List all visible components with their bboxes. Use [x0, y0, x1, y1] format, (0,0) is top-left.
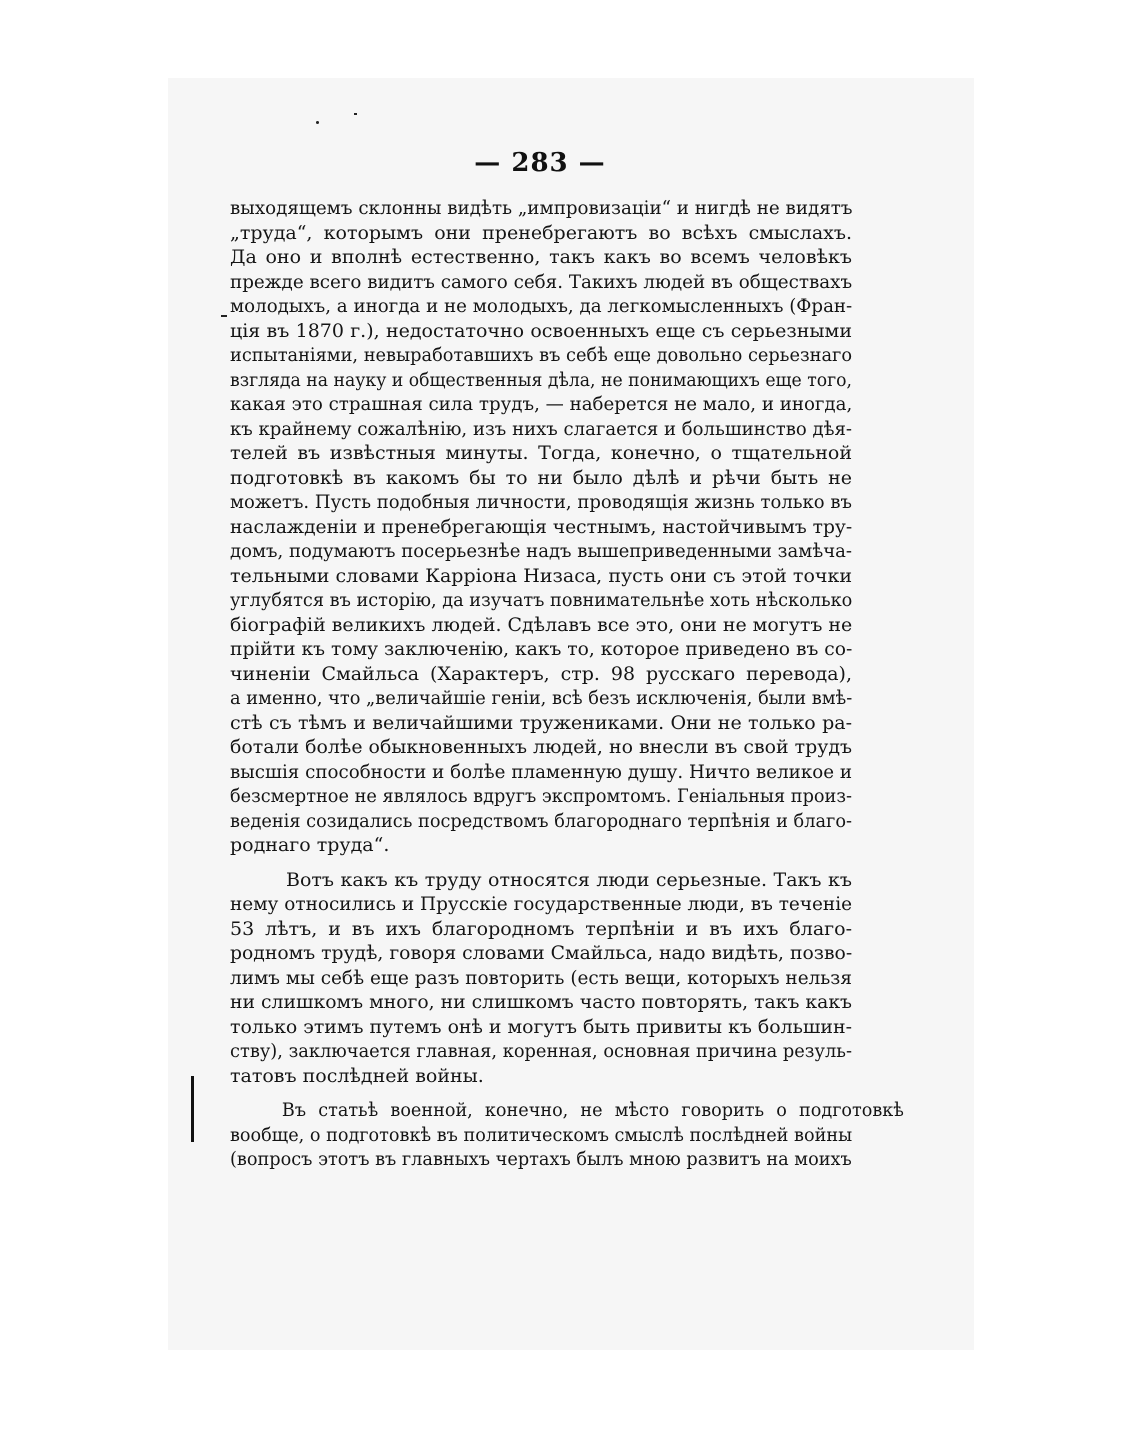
text-line: веденія созидались посредствомъ благороднаго терпѣнія и благо- [230, 809, 852, 832]
text-line: „труда“, которымъ они пренебрегаютъ во всѣхъ смыслахъ. [230, 221, 852, 244]
text-line: телей въ извѣстныя минуты. Тогда, конечно, о тщательной [230, 442, 852, 464]
margin-mark [191, 1076, 194, 1142]
text-line: вообще, о подготовкѣ въ политическомъ смыслѣ послѣдней войны [230, 1123, 853, 1146]
text-line: родномъ трудѣ, говоря словами Смайльса, надо видѣть, позво- [230, 942, 853, 964]
ink-speck [354, 113, 357, 115]
text-line: молодыхъ, а иногда и не молодыхъ, да легкомысленныхъ (Фран- [230, 295, 853, 317]
text-line: татовъ послѣдней войны. [230, 1064, 484, 1087]
text-line: Въ статьѣ военной, конечно, не мѣсто говорить о подготовкѣ [281, 1099, 904, 1121]
text-line: роднаго труда“. [230, 834, 390, 856]
text-line: біографій великихъ людей. Сдѣлавъ все это, они не могутъ не [230, 613, 853, 636]
text-line: ботали болѣе обыкновенныхъ людей, но внесли въ свой трудъ [230, 736, 852, 758]
page-number: — 283 — [474, 148, 606, 178]
paragraph [230, 196, 852, 858]
paragraph-gap [230, 858, 852, 868]
text-line: прійти къ тому заключенію, какъ то, которое приведено въ со- [230, 638, 853, 660]
text-line: углубятся въ исторію, да изучатъ повнимательнѣе хоть нѣсколько [230, 589, 853, 611]
text-line: высшія способности и болѣе пламенную душу. Ничто великое и [230, 760, 853, 783]
text-line: наслажденіи и пренебрегающія честнымъ, настойчивымъ тру- [230, 515, 853, 538]
text-line: лимъ мы себѣ еще разъ повторить (есть вещи, которыхъ нельзя [230, 966, 852, 989]
text-line: тельными словами Карріона Низаса, пусть они съ этой точки [230, 564, 852, 587]
text-line: подготовкѣ въ какомъ бы то ни было дѣлѣ и рѣчи быть не [230, 466, 852, 489]
text-line: ція въ 1870 г.), недостаточно освоенныхъ еще съ серьезными [230, 319, 852, 342]
page-body-text [230, 196, 904, 1172]
ink-speck [221, 315, 227, 317]
paragraph [230, 868, 852, 1089]
ink-speck [316, 121, 319, 124]
paragraph [230, 1098, 904, 1172]
text-line: къ крайнему сожалѣнію, изъ нихъ слагается и большинство дѣя- [230, 417, 852, 440]
text-line: стѣ съ тѣмъ и величайшими тружениками. Они не только ра- [230, 711, 852, 734]
text-line: только этимъ путемъ онѣ и могутъ быть привиты къ большин- [230, 1015, 852, 1038]
text-line: Вотъ какъ къ труду относятся люди серьезные. Такъ къ [286, 868, 852, 891]
text-line: какая это страшная сила трудъ, — наберется не мало, и иногда, [230, 393, 853, 415]
text-line: домъ, подумаютъ посерьезнѣе надъ вышеприведенными замѣча- [230, 540, 852, 562]
text-line: ству), заключается главная, коренная, основная причина резуль- [230, 1040, 852, 1062]
text-line: прежде всего видитъ самого себя. Такихъ людей въ обществахъ [230, 270, 853, 293]
text-line: Да оно и вполнѣ естественно, такъ какъ во всемъ человѣкъ [230, 246, 852, 268]
text-line: испытаніями, невыработавшихъ въ себѣ еще довольно серьезнаго [230, 344, 853, 366]
text-line: нему относились и Прусскіе государственные люди, въ теченіе [230, 893, 853, 915]
text-line: безсмертное не являлось вдругъ экспромтомъ. Геніальныя произ- [230, 785, 852, 807]
text-line: чиненіи Смайльса (Характеръ, стр. 98 русскаго перевода), [230, 662, 852, 685]
text-line: а именно, что „величайшіе геніи, всѣ безъ исключенія, были вмѣ- [230, 687, 853, 709]
text-line: можетъ. Пусть подобныя личности, проводящія жизнь только въ [230, 491, 852, 513]
text-line: 53 лѣтъ, и въ ихъ благородномъ терпѣніи и въ ихъ благо- [230, 917, 852, 940]
text-line: выходящемъ склонны видѣть „импровизаціи“ и нигдѣ не видятъ [230, 197, 853, 219]
paragraph-gap [230, 1088, 852, 1098]
text-line: ни слишкомъ много, ни слишкомъ часто повторять, такъ какъ [230, 991, 853, 1013]
text-line: (вопросъ этотъ въ главныхъ чертахъ былъ мною развитъ на моихъ [230, 1148, 852, 1170]
text-line: взгляда на науку и общественныя дѣла, не понимающихъ еще того, [230, 368, 852, 391]
